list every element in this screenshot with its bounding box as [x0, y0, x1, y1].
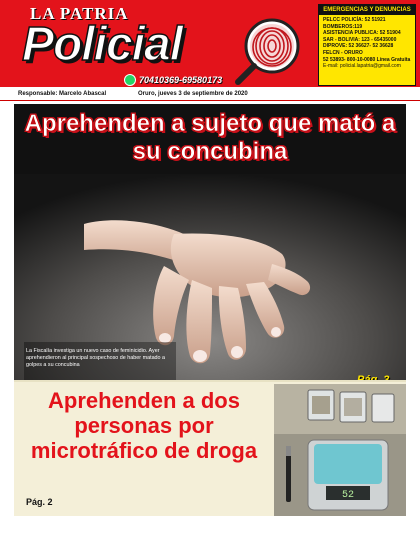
emergency-line: SAR - BOLIVIA: 123 - 65435000 — [323, 36, 397, 43]
magnifier-fingerprint-icon — [232, 16, 310, 86]
photo-caption: La Fiscalía investiga un nuevo caso de feminicidio. Ayer aprehendieron al principal sospechoso de haber matado a golpes a su concubina — [26, 348, 166, 368]
emergency-line: 52 53893- 800-10-0080 Línea Gratuita — [323, 56, 411, 63]
emergency-list — [319, 15, 415, 70]
emergency-line: PELCC POLICÍA: 52 51921 — [323, 17, 386, 23]
scale-reading: 52 — [341, 490, 355, 501]
phone-numbers: 70410369-69580173 — [139, 75, 223, 85]
masthead — [0, 0, 420, 87]
main-headline: Aprehenden a sujeto que mató a su concubina — [24, 110, 396, 165]
emergency-line: BOMBEROS:119 — [323, 23, 363, 30]
secondary-story — [14, 380, 406, 516]
emergency-box — [318, 4, 416, 86]
emergency-title: EMERGENCIAS Y DENUNCIAS — [319, 5, 415, 15]
emergency-line: DIPROVE: 52 36627- 52 36628 — [323, 43, 394, 50]
brand-logo: Policial — [22, 18, 183, 71]
emergency-line: ASISTENCIA PUBLICA: 52 51904 — [323, 30, 401, 37]
info-strip — [0, 87, 420, 101]
secondary-headline: Aprehenden a dos personas por microtráfico de droga — [30, 388, 258, 463]
phone-contact — [124, 74, 222, 86]
responsible-text: Responsable: Marcelo Abascal — [18, 91, 107, 97]
brand-top: LA PATRIA — [30, 4, 129, 23]
whatsapp-icon — [124, 74, 136, 86]
page-reference: Pág. 2 — [26, 497, 53, 507]
emergency-email: E-mail: policial.lapatria@gmail.com — [323, 63, 401, 70]
emergency-line: FELCN - ORURO — [323, 49, 363, 56]
main-story — [14, 104, 406, 396]
drug-scale-photo — [274, 384, 406, 516]
issue-date: Oruro, jueves 3 de septiembre de 2020 — [138, 91, 248, 97]
